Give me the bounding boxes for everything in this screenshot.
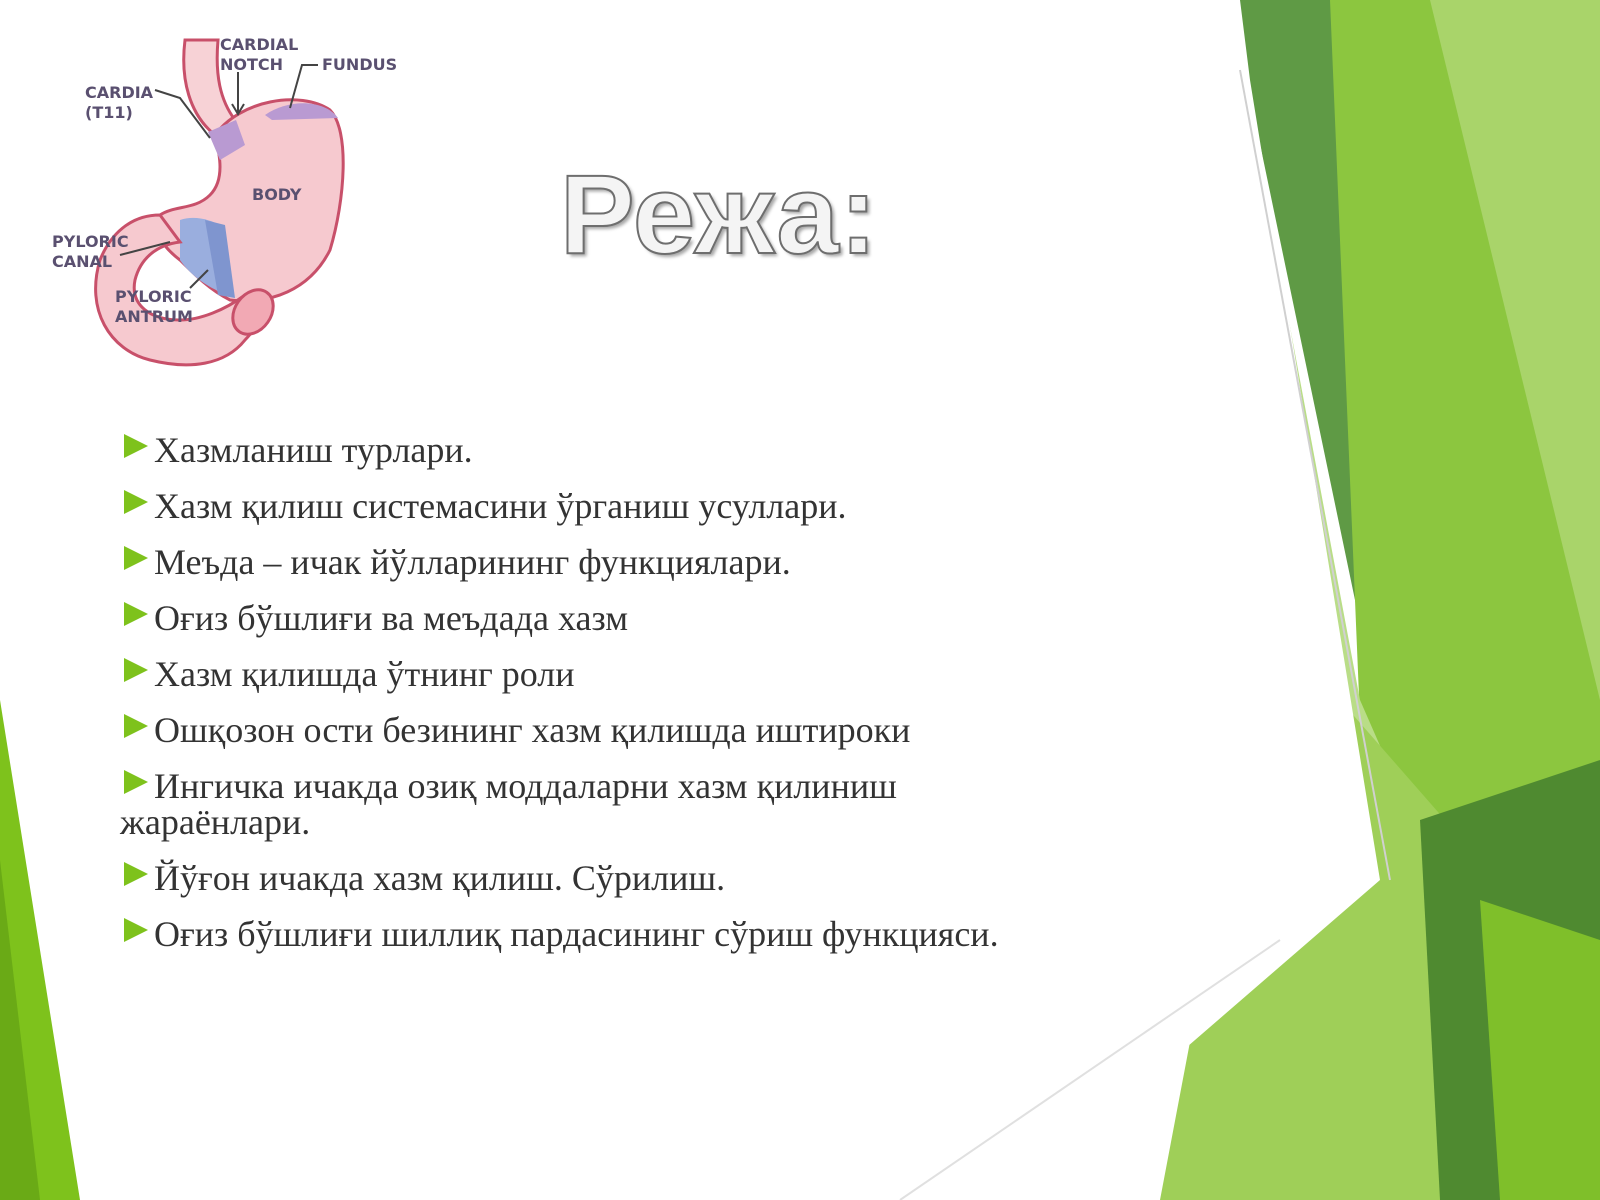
list-item-text: Оғиз бўшлиғи шиллиқ пардасининг сўриш функцияси. [154,914,999,954]
list-item-text: Хазм қилишда ўтнинг роли [154,654,575,694]
triangle-bullet-icon [124,714,148,738]
bg-facet-bottom-bright [1480,900,1600,1200]
list-item [120,488,1300,524]
triangle-bullet-icon [124,434,148,458]
list-item [120,712,1300,748]
stomach-diagram [40,20,420,390]
triangle-bullet-icon [124,602,148,626]
list-item [120,768,1020,840]
label-pyloric-antrum-1: PYLORIC [115,287,192,306]
list-item-text: Хазм қилиш системасини ўрганиш усуллари. [154,486,847,526]
label-pyloric-canal-1: PYLORIC [52,232,129,251]
label-pyloric-canal-2: CANAL [52,252,113,271]
label-pyloric-antrum-2: ANTRUM [115,307,193,326]
list-item [120,432,1300,468]
list-item-text: Ошқозон ости безининг хазм қилишда иштироки [154,710,911,750]
label-fundus: FUNDUS [322,55,398,74]
plan-list [120,432,1300,972]
list-item-text: Меъда – ичак йўлларининг функциялари. [154,542,791,582]
list-item [120,916,1300,952]
triangle-bullet-icon [124,546,148,570]
list-item-text: Йўғон ичакда хазм қилиш. Сўрилиш. [154,858,726,898]
list-item [120,544,1300,580]
label-cardial-notch-2: NOTCH [220,55,284,74]
list-item-text: Хазмланиш турлари. [154,430,473,470]
triangle-bullet-icon [124,658,148,682]
triangle-bullet-icon [124,918,148,942]
triangle-bullet-icon [124,770,148,794]
stomach-body [156,100,343,301]
label-cardia-1: CARDIA [85,83,154,102]
list-item [120,656,1300,692]
label-cardial-notch-1: CARDIAL [220,35,299,54]
list-item [120,860,1300,896]
slide-title: Режа: [560,152,879,277]
triangle-bullet-icon [124,862,148,886]
label-cardia-2: (T11) [85,103,133,122]
label-body: BODY [252,185,302,204]
list-item [120,600,1300,636]
list-item-text: Оғиз бўшлиғи ва меъдада хазм [154,598,629,638]
triangle-bullet-icon [124,490,148,514]
list-item-text: Ингичка ичакда озиқ моддаларни хазм қилиниш жараёнлари. [120,766,897,842]
